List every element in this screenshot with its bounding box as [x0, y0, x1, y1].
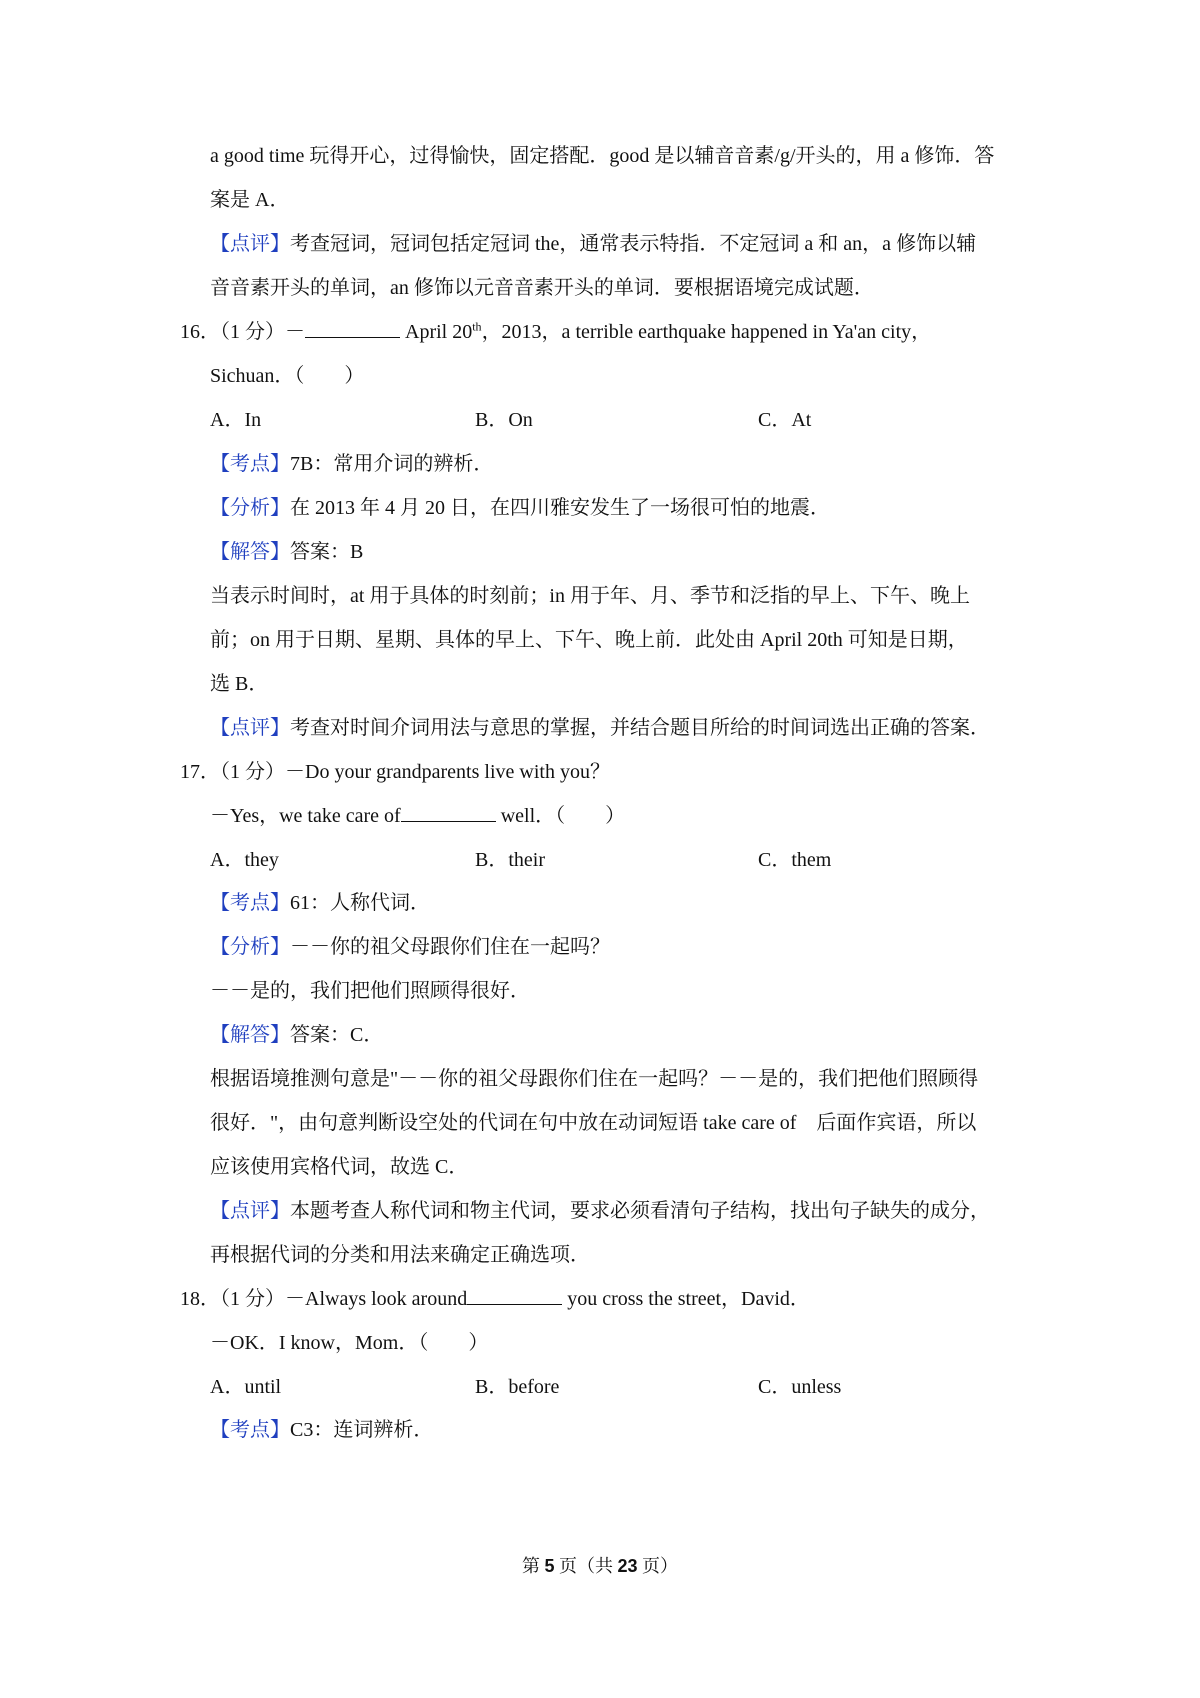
q17-explain-2: 很好．"，由句意判断设空处的代词在句中放在动词短语 take care of 后面作宾语，所以 — [210, 1112, 977, 1134]
q17-analysis-text: －－你的祖父母跟你们住在一起吗？ — [290, 936, 610, 958]
point-tag: 【考点】 — [210, 1419, 290, 1441]
q17-line2-a: －Yes，we take care of — [210, 805, 401, 827]
q17-explain-3: 应该使用宾格代词，故选 C． — [210, 1156, 469, 1178]
q15-review-line-2: 音音素开头的单词，an 修饰以元音音素开头的单词．要根据语境完成试题． — [210, 277, 874, 299]
q17-analysis-2: －－是的，我们把他们照顾得很好． — [210, 980, 530, 1002]
review-tag: 【点评】 — [210, 233, 290, 255]
page-footer — [0, 1553, 1200, 1579]
q16-option-b: B．On — [475, 409, 533, 431]
q16-explain-1: 当表示时间时，at 用于具体的时刻前；in 用于年、月、季节和泛指的早上、下午、晚上 — [210, 585, 970, 607]
review-tag: 【点评】 — [210, 1200, 290, 1222]
q17-option-b: B．their — [475, 849, 545, 871]
q16-point — [210, 450, 493, 478]
analysis-tag: 【分析】 — [210, 936, 290, 958]
q17-line2-b: well．（ ） — [495, 805, 626, 827]
q17-answer-text: 答案：C． — [290, 1024, 384, 1046]
q17-review-2: 再根据代词的分类和用法来确定正确选项． — [210, 1244, 590, 1266]
q15-review-text-1: 考查冠词，冠词包括定冠词 the，通常表示特指．不定冠词 a 和 an，a 修饰以辅 — [290, 233, 977, 255]
point-tag: 【考点】 — [210, 892, 290, 914]
q15-explanation-line-2: 案是 A． — [210, 189, 290, 211]
q17-explain-1: 根据语境推测句意是"－－你的祖父母跟你们住在一起吗？－－是的，我们把他们照顾得 — [210, 1068, 979, 1090]
q16-stem-line-2: Sichuan．（ ） — [210, 365, 365, 387]
q18-option-b: B．before — [475, 1376, 560, 1398]
q15-explanation-line-1: a good time 玩得开心，过得愉快，固定搭配．good 是以辅音音素/g/开头的，用 a 修饰．答 — [210, 145, 995, 167]
q16-option-c: C．At — [758, 409, 812, 431]
footer-mid: 页（共 — [554, 1556, 618, 1576]
q16-explain-3: 选 B． — [210, 673, 269, 695]
q16-analysis — [210, 494, 830, 522]
point-tag: 【考点】 — [210, 453, 290, 475]
q17-stem-line-2 — [210, 802, 625, 830]
q18-option-a: A．until — [210, 1376, 282, 1398]
footer-total-pages: 23 — [617, 1556, 638, 1576]
q17-answer — [210, 1021, 383, 1049]
q16-review-text: 考查对时间介词用法与意思的掌握，并结合题目所给的时间词选出正确的答案． — [290, 717, 990, 739]
analysis-tag: 【分析】 — [210, 497, 290, 519]
q18-number: 18．（1 分）－Always look around — [180, 1288, 468, 1310]
review-tag: 【点评】 — [210, 717, 290, 739]
footer-page-number: 5 — [544, 1556, 555, 1576]
answer-tag: 【解答】 — [210, 1024, 290, 1046]
q17-option-a: A．they — [210, 849, 279, 871]
q15-review — [210, 230, 976, 258]
q16-answer-text: 答案：B — [290, 541, 364, 563]
q16-analysis-text: 在 2013 年 4 月 20 日，在四川雅安发生了一场很可怕的地震． — [290, 497, 830, 519]
q18-point — [210, 1416, 433, 1444]
q18-option-c: C．unless — [758, 1376, 842, 1398]
q16-option-a: A．In — [210, 409, 262, 431]
q17-blank — [401, 803, 496, 822]
q18-stem — [180, 1285, 810, 1313]
q16-blank — [305, 319, 400, 338]
q17-review-text-1: 本题考查人称代词和物主代词，要求必须看清句子结构，找出句子缺失的成分， — [290, 1200, 990, 1222]
q18-stem-b: you cross the street，David． — [562, 1288, 810, 1310]
q17-option-c: C．them — [758, 849, 832, 871]
q16-stem-a: April 20 — [400, 321, 473, 343]
q17-point-text: 61：人称代词． — [290, 892, 430, 914]
q18-stem-line-2: －OK．I know，Mom．（ ） — [210, 1332, 489, 1354]
q16-number: 16．（1 分）－ — [180, 321, 305, 343]
q17-review — [210, 1197, 990, 1225]
q16-stem-b: ，2013，a terrible earthquake happened in Ya'an city， — [481, 321, 932, 343]
q17-point — [210, 889, 430, 917]
q16-review — [210, 714, 990, 742]
q17-stem: 17．（1 分）－Do your grandparents live with you？ — [180, 761, 610, 783]
q16-answer — [210, 538, 363, 566]
answer-tag: 【解答】 — [210, 541, 290, 563]
q17-analysis — [210, 933, 610, 961]
footer-post: 页） — [637, 1556, 679, 1576]
q16-point-text: 7B：常用介词的辨析． — [290, 453, 494, 475]
q18-point-text: C3：连词辨析． — [290, 1419, 434, 1441]
q18-blank — [467, 1286, 562, 1305]
q16-sup: th — [472, 319, 482, 334]
q16-explain-2: 前；on 用于日期、星期、具体的早上、下午、晚上前．此处由 April 20th 可知是日期， — [210, 629, 968, 651]
footer-pre: 第 — [521, 1556, 545, 1576]
q16-stem — [180, 318, 931, 346]
